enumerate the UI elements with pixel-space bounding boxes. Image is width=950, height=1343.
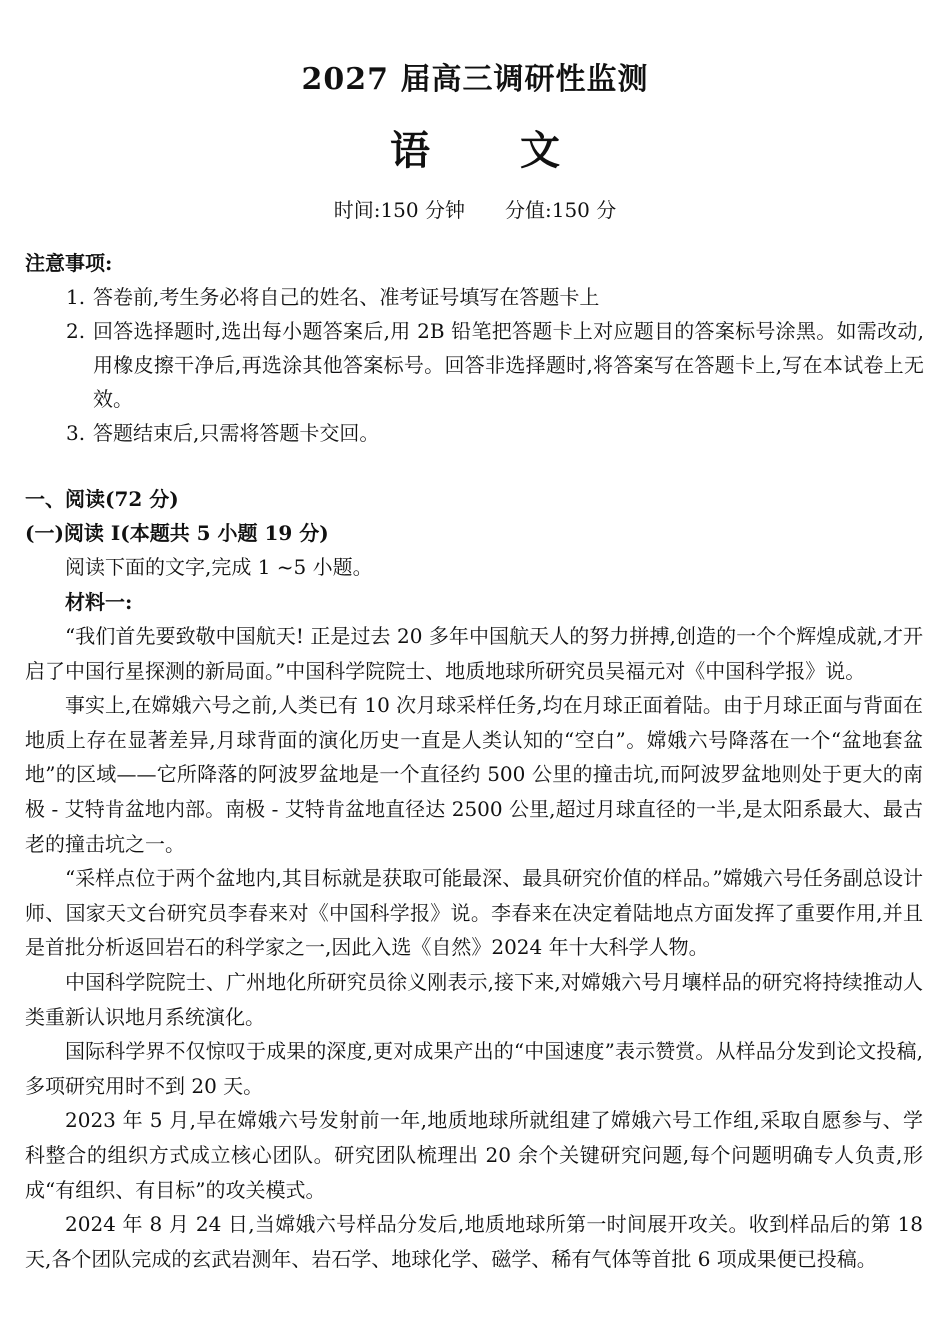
- notice-item-text: 回答选择题时,选出每小题答案后,用 2B 铅笔把答题卡上对应题目的答案标号涂黑。如需改动,用橡皮擦干净后,再选涂其他答案标号。回答非选择题时,将答案写在答题卡上,写在本试卷上无效。: [93, 319, 924, 411]
- notice-item-number: 3.: [66, 421, 86, 445]
- notice-item: [66, 416, 924, 450]
- notice-item-number: 2.: [66, 319, 86, 343]
- notice-item-text: 答题结束后,只需将答题卡交回。: [93, 421, 380, 445]
- notice-item: [66, 314, 924, 416]
- subject-char-2: 文: [520, 127, 560, 174]
- passage-paragraph: 事实上,在嫦娥六号之前,人类已有 10 次月球采样任务,均在月球正面着陆。由于月球正面与背面在地质上存在显著差异,月球背面的演化历史一直是人类认知的“空白”。嫦娥六号降落在一个“盆地套盆地”的区域——它所降落的阿波罗盆地是一个直径约 500 公里的撞击坑,而阿波罗盆地则处于更大的南极 - 艾特肯盆地内部。南极 - 艾特肯盆地直径达 2500 公里,超过月球直径的一半,是太阳系最大、最古老的撞击坑之一。: [25, 693, 923, 856]
- notice-item-text: 答卷前,考生务必将自己的姓名、准考证号填写在答题卡上: [93, 285, 600, 309]
- notice-list: [66, 280, 924, 450]
- passage-paragraph: “采样点位于两个盆地内,其目标就是获取可能最深、最具研究价值的样品。”嫦娥六号任务副总设计师、国家天文台研究员李春来对《中国科学报》说。李春来在决定着陆地点方面发挥了重要作用,并且是首批分析返回岩石的科学家之一,因此入选《自然》2024 年十大科学人物。: [25, 866, 923, 960]
- passage-paragraph: 2024 年 8 月 24 日,当嫦娥六号样品分发后,地质地球所第一时间展开攻关。收到样品后的第 18 天,各个团队完成的玄武岩测年、岩石学、地球化学、磁学、稀有气体等首批 6 项成果便已投稿。: [25, 1212, 923, 1271]
- exam-score: 分值:150 分: [505, 198, 617, 222]
- question-instruction: 阅读下面的文字,完成 1 ~5 小题。: [65, 555, 373, 579]
- passage-paragraph: “我们首先要致敬中国航天! 正是过去 20 多年中国航天人的努力拼搏,创造的一个个辉煌成就,才开启了中国行星探测的新局面。”中国科学院院士、地质地球所研究员吴福元对《中国科学报》说。: [25, 624, 923, 683]
- section-heading: 一、阅读(72 分): [25, 487, 179, 511]
- notice-heading: 注意事项:: [25, 251, 113, 275]
- subject-char-1: 语: [390, 127, 430, 174]
- reading-passage: [25, 619, 923, 1276]
- subject-title: [0, 126, 950, 176]
- notice-item: [66, 280, 924, 314]
- material-label: 材料一:: [65, 590, 133, 614]
- passage-paragraph: 国际科学界不仅惊叹于成果的深度,更对成果产出的“中国速度”表示赞赏。从样品分发到论文投稿,多项研究用时不到 20 天。: [25, 1039, 923, 1098]
- exam-meta: [0, 195, 950, 225]
- notice-item-number: 1.: [66, 285, 86, 309]
- passage-paragraph: 中国科学院院士、广州地化所研究员徐义刚表示,接下来,对嫦娥六号月壤样品的研究将持续推动人类重新认识地月系统演化。: [25, 969, 923, 1029]
- passage-paragraph: 2023 年 5 月,早在嫦娥六号发射前一年,地质地球所就组建了嫦娥六号工作组,采取自愿参与、学科整合的组织方式成立核心团队。研究团队梳理出 20 余个关键研究问题,每个问题明确专人负责,形成“有组织、有目标”的攻关模式。: [25, 1108, 923, 1202]
- exam-title: 2027 届高三调研性监测: [301, 62, 649, 97]
- exam-time: 时间:150 分钟: [333, 198, 465, 222]
- subsection-heading: (一)阅读 I(本题共 5 小题 19 分): [25, 521, 329, 545]
